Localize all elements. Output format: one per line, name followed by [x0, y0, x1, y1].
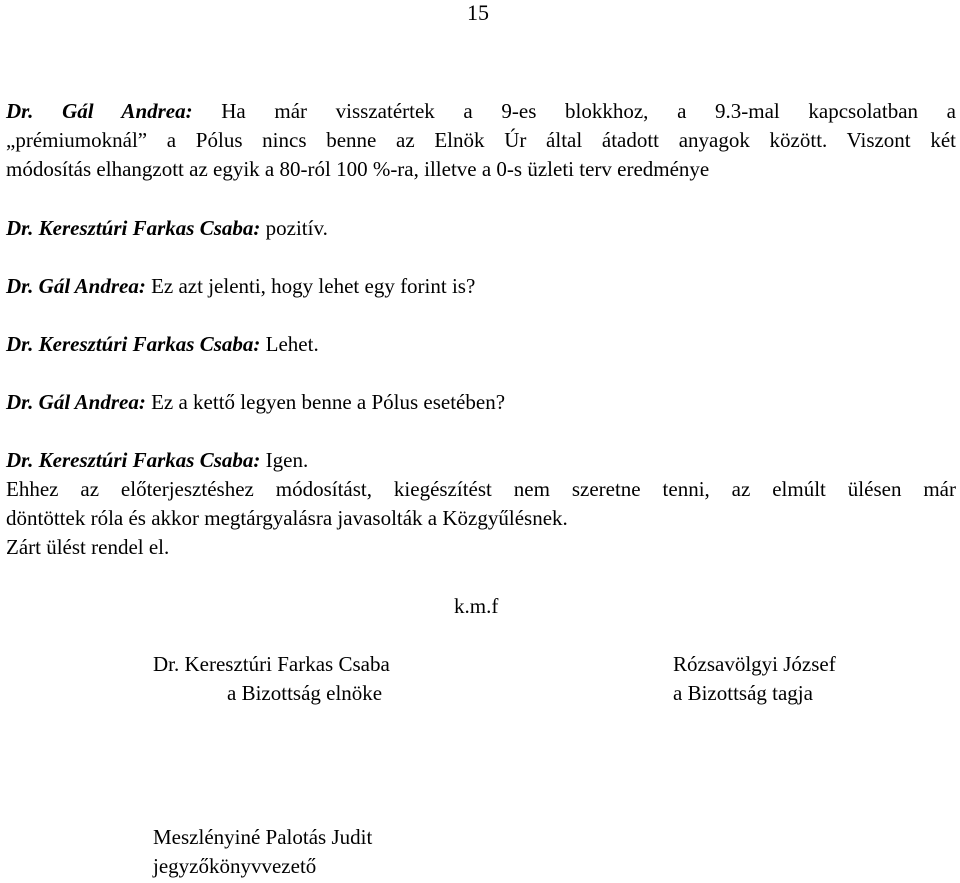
transcript-paragraph-1-line-2: „prémiumoknál” a Pólus nincs benne az Elnök Úr által átadott anyagok között. Viszont két	[6, 128, 956, 152]
speech-text: Lehet.	[260, 332, 319, 356]
transcript-paragraph-2	[6, 216, 328, 241]
transcript-paragraph-1-line-3: módosítás elhangzott az egyik a 80-ról 100 %-ra, illetve a 0-s üzleti terv eredménye	[6, 157, 710, 181]
speech-text: Ez a kettő legyen benne a Pólus esetében?	[145, 390, 506, 414]
signature-left-name: Dr. Keresztúri Farkas Csaba	[153, 652, 390, 676]
speaker-name: Dr. Gál Andrea:	[6, 390, 146, 414]
closing-statement: Zárt ülést rendel el.	[6, 535, 170, 559]
speech-text: Ez azt jelenti, hogy lehet egy forint is?	[145, 274, 476, 298]
speaker-name: Dr. Keresztúri Farkas Csaba:	[6, 216, 261, 240]
signature-left-role: a Bizottság elnöke	[227, 681, 383, 705]
signature-right-name: Rózsavölgyi József	[673, 652, 836, 676]
transcript-paragraph-7-line-1: Ehhez az előterjesztéshez módosítást, kiegészítést nem szeretne tenni, az elmúlt ülésen már	[6, 477, 956, 501]
speech-text: Ha már visszatértek a 9-es blokkhoz, a 9.3-mal kapcsolatban a	[192, 99, 956, 123]
transcript-paragraph-5	[6, 390, 505, 415]
transcript-paragraph-1-line-1	[6, 99, 956, 124]
speaker-name: Dr. Keresztúri Farkas Csaba:	[6, 448, 261, 472]
recorder-name: Meszlényiné Palotás Judit	[153, 825, 373, 849]
kmf-label: k.m.f	[454, 594, 499, 618]
transcript-paragraph-4	[6, 332, 319, 357]
recorder-role: jegyzőkönyvvezető	[153, 854, 317, 878]
speech-text: pozitív.	[260, 216, 328, 240]
speaker-name: Dr. Gál Andrea:	[6, 99, 193, 123]
speech-text: Igen.	[260, 448, 309, 472]
page-number: 15	[467, 0, 489, 25]
speaker-name: Dr. Keresztúri Farkas Csaba:	[6, 332, 261, 356]
transcript-paragraph-7-line-2: döntöttek róla és akkor megtárgyalásra javasolták a Közgyűlésnek.	[6, 506, 568, 530]
signature-right-role: a Bizottság tagja	[673, 681, 813, 705]
speaker-name: Dr. Gál Andrea:	[6, 274, 146, 298]
transcript-paragraph-3	[6, 274, 475, 299]
transcript-paragraph-6	[6, 448, 308, 473]
